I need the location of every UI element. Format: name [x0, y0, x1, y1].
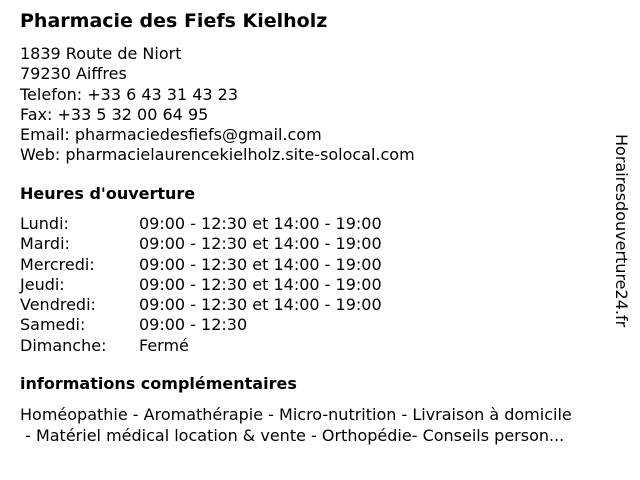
day-label: Samedi: [20, 315, 86, 335]
website: Web: pharmacielaurencekielholz.site-solocal.com [20, 145, 415, 165]
fax-number: Fax: +33 5 32 00 64 95 [20, 104, 209, 124]
address-line-1: 1839 Route de Niort [20, 44, 182, 63]
info-text [20, 404, 630, 446]
day-label: Mardi: [20, 234, 70, 254]
email-address: Email: pharmaciedesfiefs@gmail.com [20, 125, 322, 145]
info-heading: informations complémentaires [20, 374, 297, 393]
day-label: Lundi: [20, 214, 69, 233]
info-line-2: - Matériel médical location & vente - Orthopédie- Conseils person... [20, 426, 565, 445]
day-label: Mercredi: [20, 254, 95, 274]
hours-row [20, 315, 382, 335]
watermark-text: Horairesdouverture24.fr [612, 134, 631, 328]
hours-heading: Heures d'ouverture [20, 184, 196, 203]
day-hours: Fermé [139, 335, 189, 355]
hours-row [20, 295, 382, 315]
info-line-1: Homéopathie - Aromathérapie - Micro-nutrition - Livraison à domicile [20, 405, 572, 424]
day-label: Jeudi: [20, 274, 65, 294]
phone-number: Telefon: +33 6 43 31 43 23 [20, 84, 239, 104]
contact-block [20, 44, 415, 166]
day-hours: 09:00 - 12:30 et 14:00 - 19:00 [139, 254, 382, 274]
hours-row [20, 255, 382, 275]
hours-row [20, 234, 382, 254]
hours-table [20, 214, 382, 356]
day-hours: 09:00 - 12:30 et 14:00 - 19:00 [139, 274, 382, 294]
day-hours: 09:00 - 12:30 et 14:00 - 19:00 [139, 295, 382, 315]
hours-row [20, 275, 382, 295]
day-hours: 09:00 - 12:30 et 14:00 - 19:00 [139, 214, 382, 233]
hours-row [20, 214, 382, 234]
day-hours: 09:00 - 12:30 [139, 315, 248, 335]
day-label: Vendredi: [20, 295, 96, 315]
day-label: Dimanche: [20, 335, 107, 355]
pharmacy-name: Pharmacie des Fiefs Kielholz [20, 10, 328, 32]
address-line-2: 79230 Aiffres [20, 64, 127, 84]
hours-row [20, 336, 382, 356]
day-hours: 09:00 - 12:30 et 14:00 - 19:00 [139, 234, 382, 254]
